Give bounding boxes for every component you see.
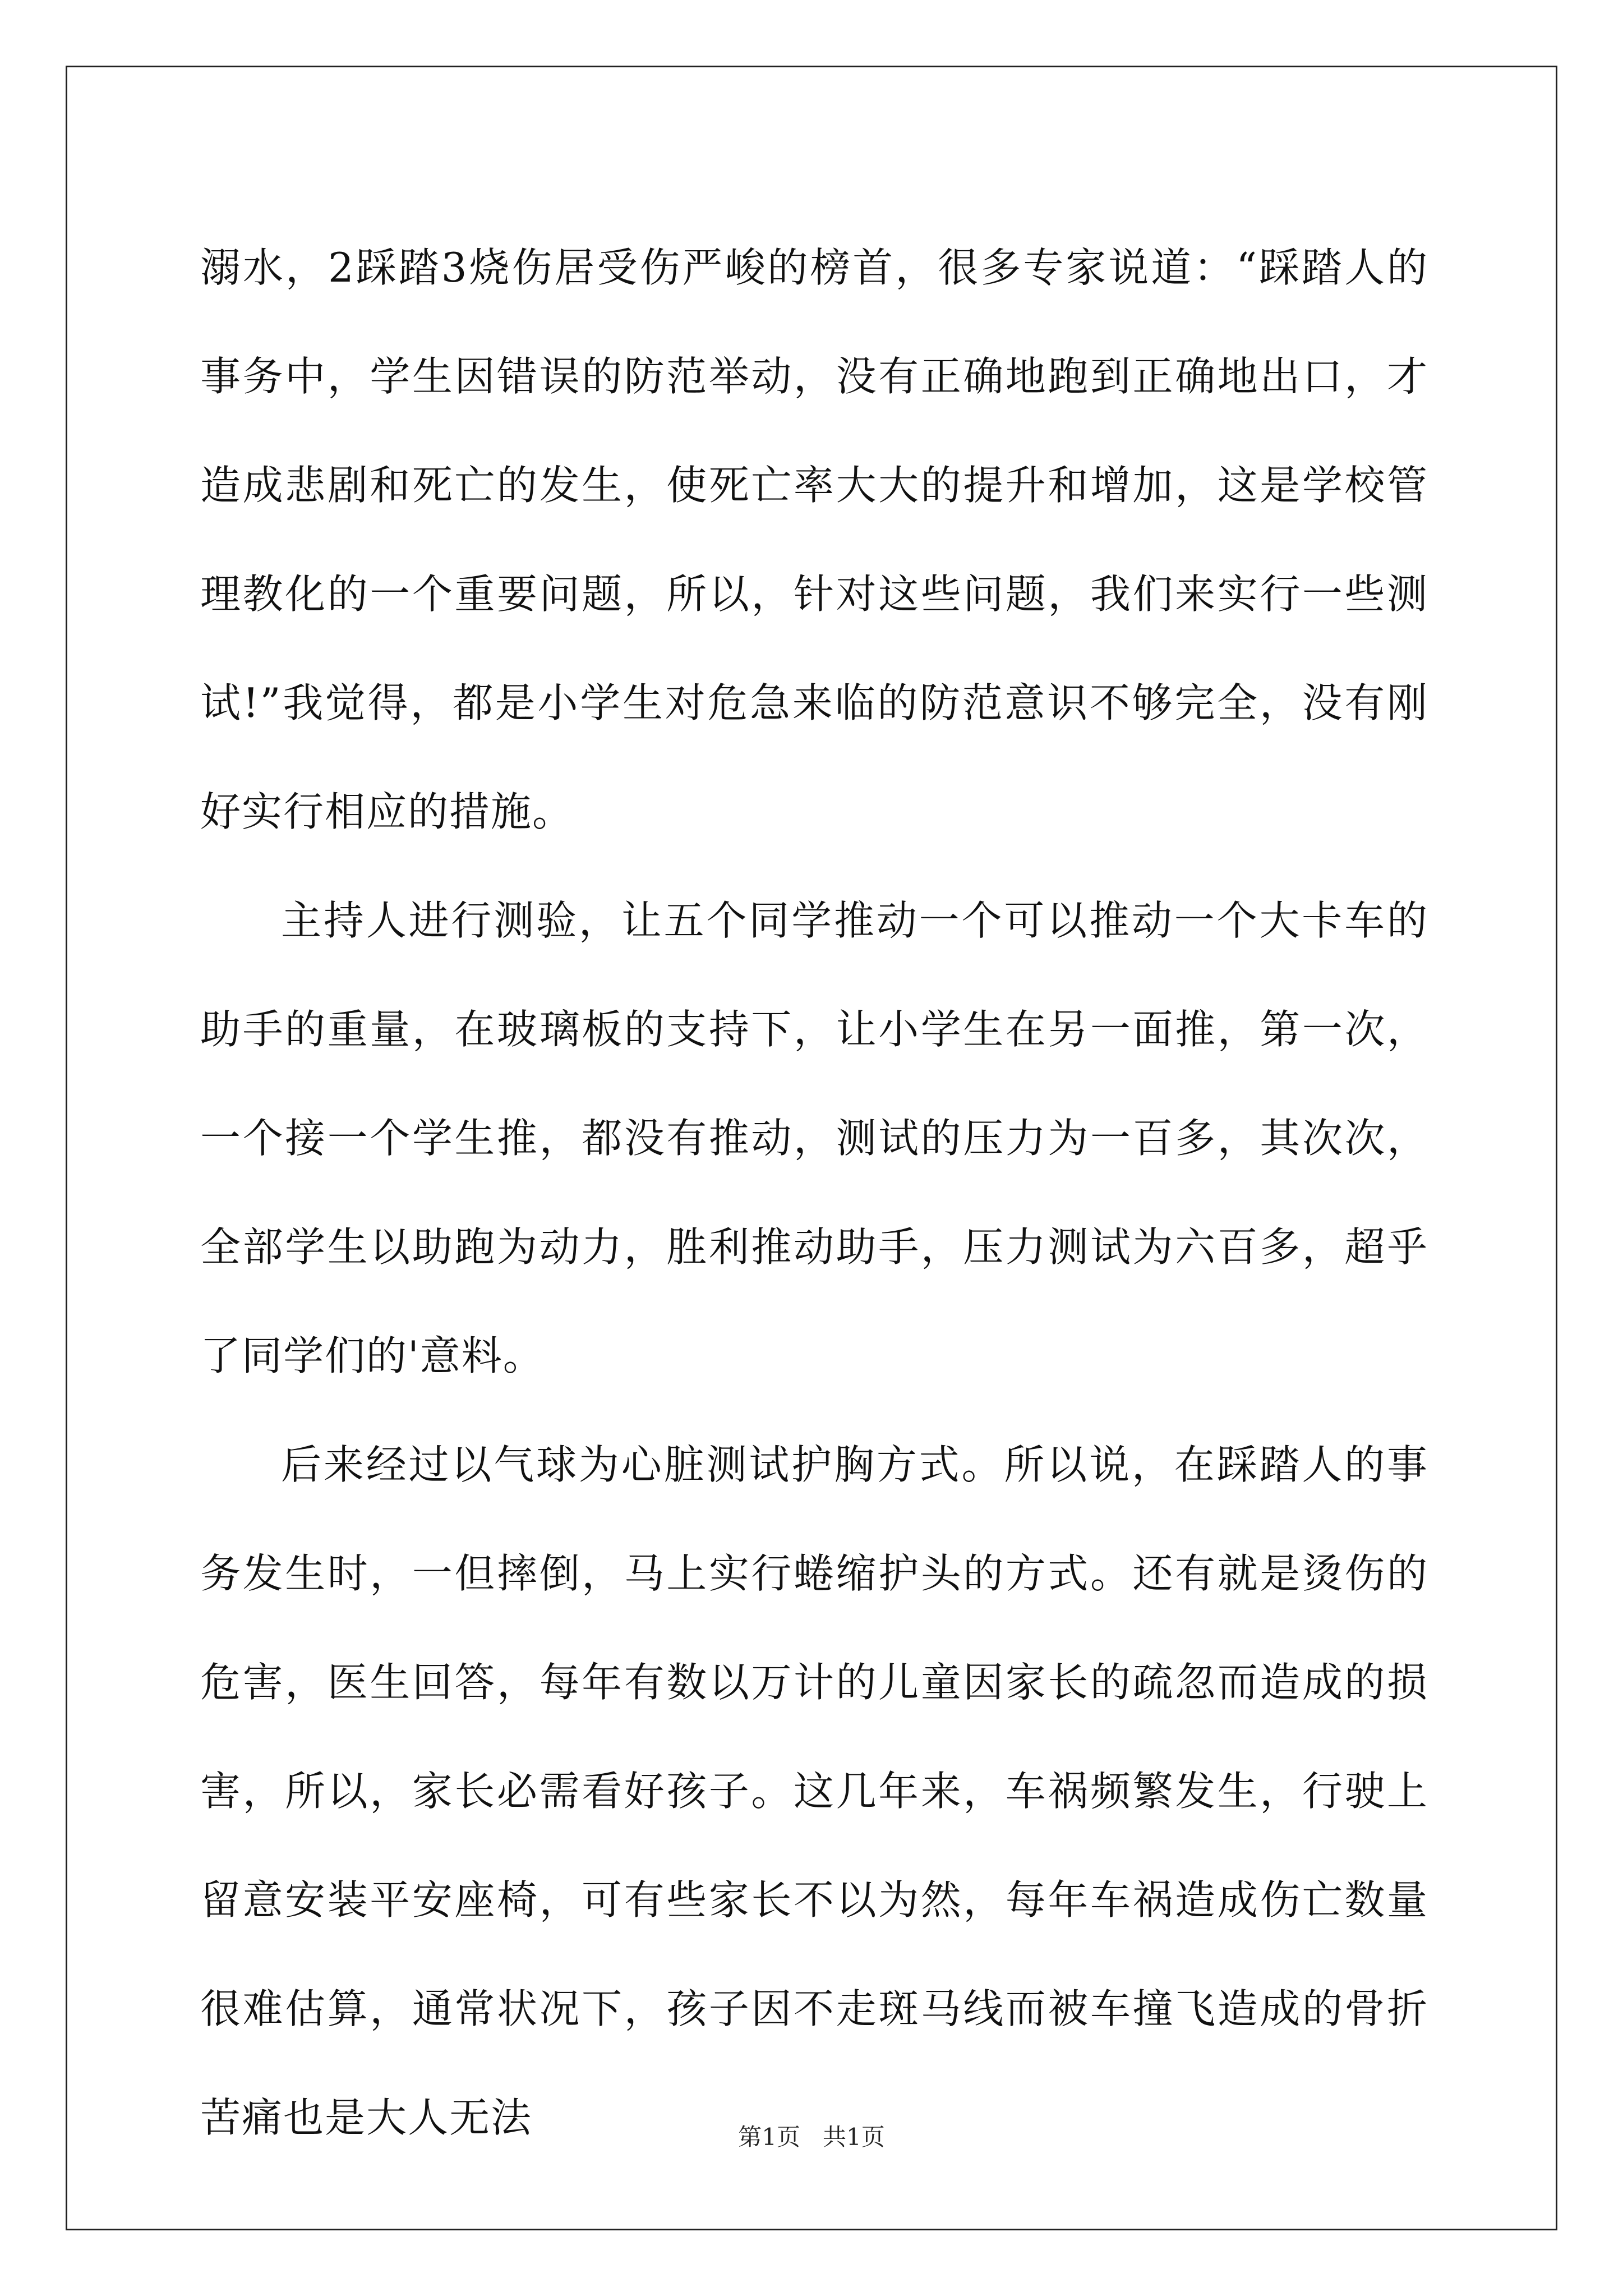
paragraph-1: 溺水，2踩踏3烧伤居受伤严峻的榜首，很多专家说道：“踩踏人的事务中，学生因错误的防范举动，没有正确地跑到正确地出口，才造成悲剧和死亡的发生，使死亡率大大的提升和增加，这是学校管理教化的一个重要问题，所以，针对这些问题，我们来实行一些测试!”我觉得，都是小学生对危急来临的防范意识不够完全，没有刚好实行相应的措施。 xyxy=(200,244,1428,835)
page-number: 第1页 共1页 xyxy=(738,2123,885,2151)
paragraph-2: 主持人进行测验，让五个同学推动一个可以推动一个大卡车的助手的重量，在玻璃板的支持下，让小学生在另一面推，第一次，一个接一个学生推，都没有推动，测试的压力为一百多，其次次，全部学生以助跑为动力，胜利推动助手，压力测试为六百多，超乎了同学们的'意料。 xyxy=(200,897,1428,1379)
document-body xyxy=(200,213,1428,2172)
page-footer xyxy=(0,2120,1623,2154)
paragraph-3: 后来经过以气球为心脏测试护胸方式。所以说，在踩踏人的事务发生时，一但摔倒，马上实行蜷缩护头的方式。还有就是烫伤的危害，医生回答，每年有数以万计的儿童因家长的疏忽而造成的损害，所以，家长必需看好孩子。这几年来，车祸频繁发生，行驶上留意安装平安座椅，可有些家长不以为然，每年车祸造成伤亡数量很难估算，通常状况下，孩子因不走斑马线而被车撞飞造成的骨折苦痛也是大人无法 xyxy=(200,1441,1428,2141)
